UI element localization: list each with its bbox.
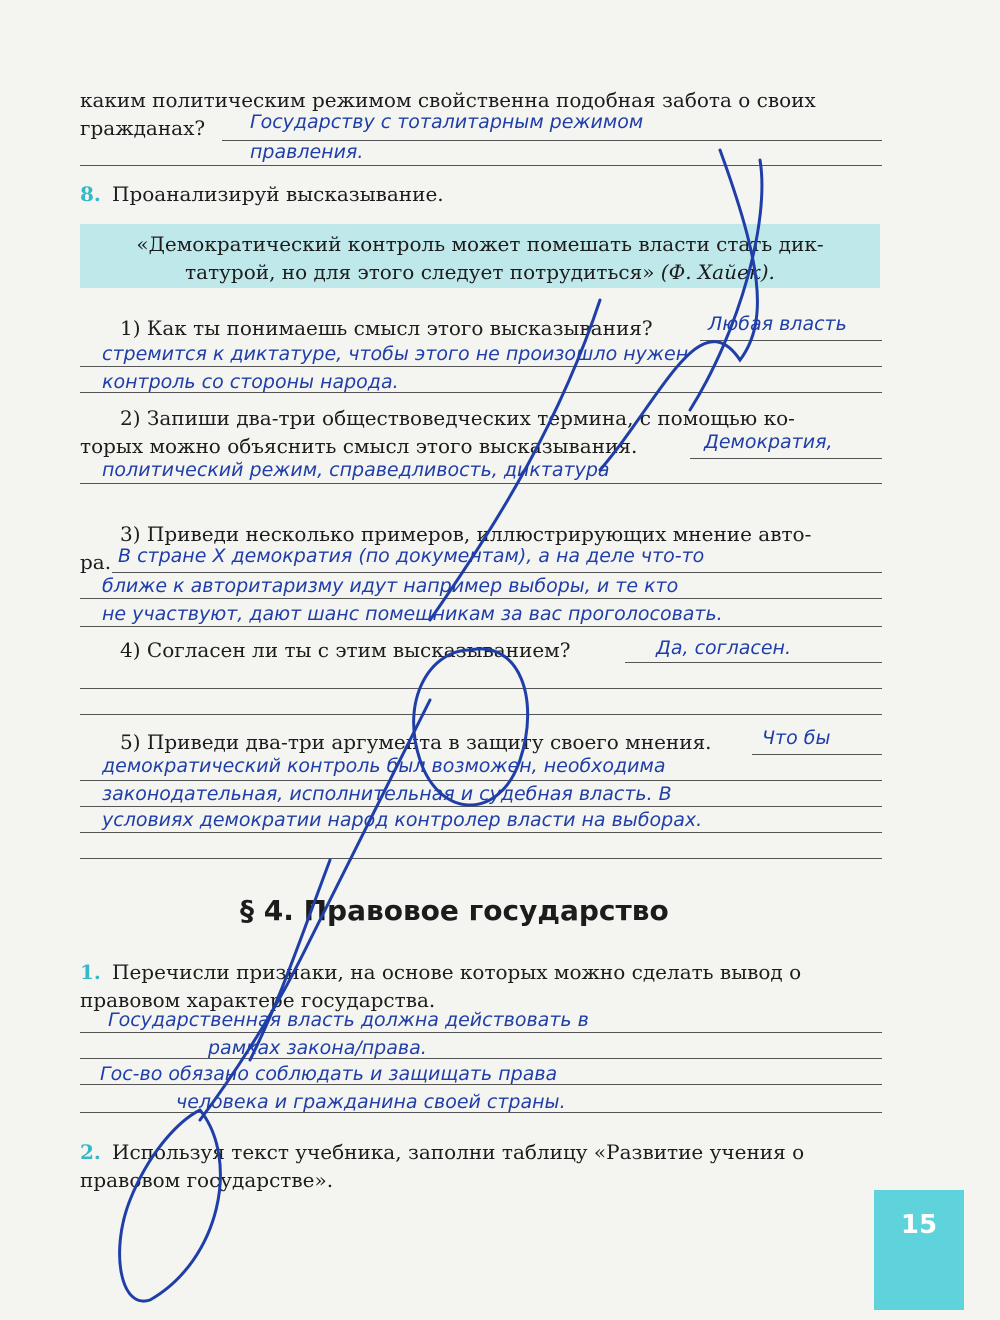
handwritten-answer: Государственная власть должна действовать в	[108, 1009, 589, 1031]
handwritten-answer: ближе к авторитаризму идут например выборы, и те кто	[102, 575, 679, 597]
handwritten-answer: не участвуют, дают шанс помешникам за вас проголосовать.	[102, 603, 723, 625]
handwritten-answer: человека и гражданина своей страны.	[176, 1091, 566, 1113]
handwritten-answer: Государству с тоталитарным режимом	[250, 111, 644, 133]
question-2-line2: торых можно объяснить смысл этого высказывания.	[80, 434, 638, 458]
handwritten-answer: контроль со стороны народа.	[102, 371, 399, 393]
task-number: 8.	[80, 182, 101, 206]
handwritten-answer: Гос-во обязано соблюдать и защищать права	[100, 1063, 558, 1085]
handwritten-answer: правления.	[250, 141, 364, 163]
question-1: 1) Как ты понимаешь смысл этого высказывания?	[120, 316, 653, 340]
question-4: 4) Согласен ли ты с этим высказыванием?	[120, 638, 571, 662]
handwritten-answer: стремится к диктатуре, чтобы этого не произошло нужен	[102, 343, 689, 365]
task-1-line2: правовом характере государства.	[80, 988, 436, 1012]
question-5: 5) Приведи два-три аргумента в защиту своего мнения.	[120, 730, 712, 754]
section-title: § 4. Правовое государство	[240, 894, 669, 927]
task-number: 2.	[80, 1140, 101, 1164]
quote-text: татурой, но для этого следует потрудиться»	[185, 260, 655, 284]
handwritten-answer: условиях демократии народ контролер власти на выборах.	[102, 809, 703, 831]
question-3-line1: 3) Приведи несколько примеров, иллюстрирующих мнение авто-	[120, 522, 812, 546]
task-2-line2: правовом государстве».	[80, 1168, 334, 1192]
handwritten-answer: рамках закона/права.	[208, 1037, 427, 1059]
handwritten-answer: демократический контроль был возможен, необходима	[102, 755, 666, 777]
task-1-line1: Перечисли признаки, на основе которых можно сделать вывод о	[112, 960, 802, 984]
task-title: Проанализируй высказывание.	[112, 182, 444, 206]
intro-text-line1: каким политическим режимом свойственна подобная забота о своих	[80, 88, 816, 112]
handwritten-answer: В стране Х демократия (по документам), а на деле что-то	[118, 545, 705, 567]
quote-author: (Ф. Хайек).	[660, 260, 775, 284]
page-number: 15	[874, 1190, 964, 1310]
handwritten-answer: Любая власть	[708, 313, 847, 335]
task-2-line1: Используя текст учебника, заполни таблицу «Развитие учения о	[112, 1140, 805, 1164]
task-number: 1.	[80, 960, 101, 984]
handwritten-answer: Демократия,	[704, 431, 833, 453]
handwritten-answer: Да, согласен.	[656, 637, 792, 659]
handwritten-answer: политический режим, справедливость, диктатура	[102, 459, 610, 481]
handwritten-answer: законодательная, исполнительная и судебная власть. В	[102, 783, 672, 805]
quote-line1: «Демократический контроль может помешать власти стать дик-	[136, 232, 824, 256]
question-3-line2: ра.	[80, 550, 112, 574]
question-2-line1: 2) Запиши два-три обществоведческих термина, с помощью ко-	[120, 406, 795, 430]
handwritten-answer: Что бы	[762, 727, 831, 749]
intro-text-line2: гражданах?	[80, 116, 206, 140]
